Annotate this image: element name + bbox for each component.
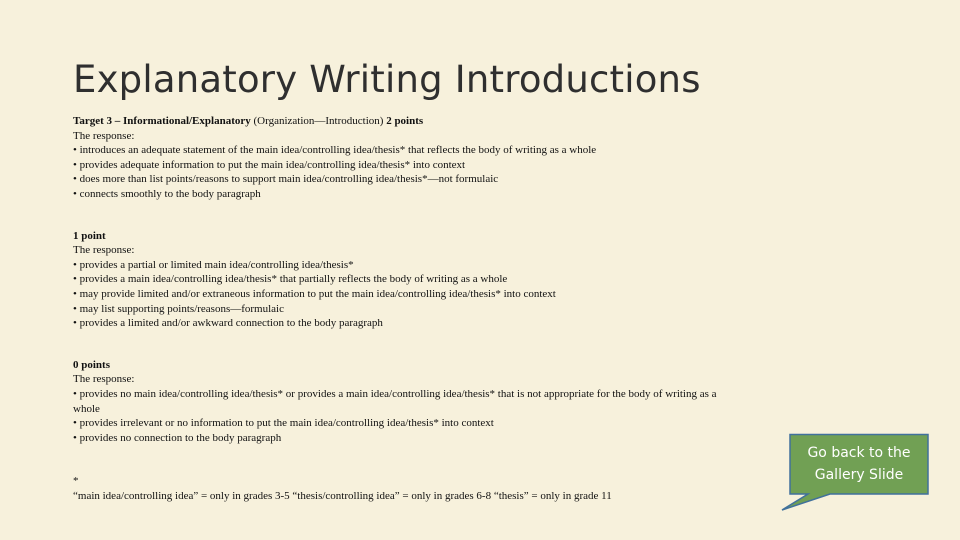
- footnote-text: “main idea/controlling idea” = only in grades 3-5 “thesis/controlling idea” = only in grades 6-8 “thesis” = only in grade 11: [73, 489, 612, 502]
- footnote-marker: *: [73, 475, 79, 487]
- list-item: • may list supporting points/reasons—formulaic: [73, 302, 284, 315]
- list-item: • provides a limited and/or awkward connection to the body paragraph: [73, 317, 383, 330]
- footnote: [73, 474, 733, 503]
- rubric-section-0-points: [73, 358, 733, 446]
- list-item: • provides a partial or limited main idea/controlling idea/thesis*: [73, 258, 354, 271]
- rubric-section-1-point: [73, 229, 733, 331]
- gallery-slide-callout-button[interactable]: [790, 434, 928, 494]
- target-subtitle: (Organization—Introduction): [250, 115, 387, 127]
- list-item: • provides irrelevant or no information to put the main idea/controlling idea/thesis* into context: [73, 417, 494, 430]
- response-label: The response:: [73, 373, 135, 386]
- points-label: 1 point: [73, 229, 106, 242]
- points-label: 2 points: [386, 115, 424, 127]
- list-item: • connects smoothly to the body paragraph: [73, 187, 261, 200]
- callout-label[interactable]: Go back to the Gallery Slide: [807, 445, 911, 483]
- response-label: The response:: [73, 244, 135, 257]
- rubric-content: [73, 114, 733, 472]
- list-item: • provides no main idea/controlling idea/thesis* or provides a main idea/controlling idea/thesis* that is not appropriate for the body of writing as a whole: [73, 387, 717, 415]
- list-item: • does more than list points/reasons to support main idea/controlling idea/thesis*—not formulaic: [73, 173, 499, 186]
- list-item: • provides adequate information to put the main idea/controlling idea/thesis* into context: [73, 158, 466, 171]
- list-item: • introduces an adequate statement of the main idea/controlling idea/thesis* that reflects the body of writing as a whole: [73, 144, 597, 157]
- list-item: • provides no connection to the body paragraph: [73, 431, 282, 444]
- slide-title: Explanatory Writing Introductions: [73, 58, 701, 101]
- response-label: The response:: [73, 129, 135, 142]
- rubric-section-2-points: [73, 114, 733, 202]
- section-heading: [73, 114, 733, 129]
- list-item: • may provide limited and/or extraneous information to put the main idea/controlling idea/thesis* into context: [73, 287, 556, 300]
- target-label: Target 3 – Informational/Explanatory: [73, 115, 251, 127]
- points-label: 0 points: [73, 358, 110, 371]
- list-item: • provides a main idea/controlling idea/thesis* that partially reflects the body of writing as a whole: [73, 273, 508, 286]
